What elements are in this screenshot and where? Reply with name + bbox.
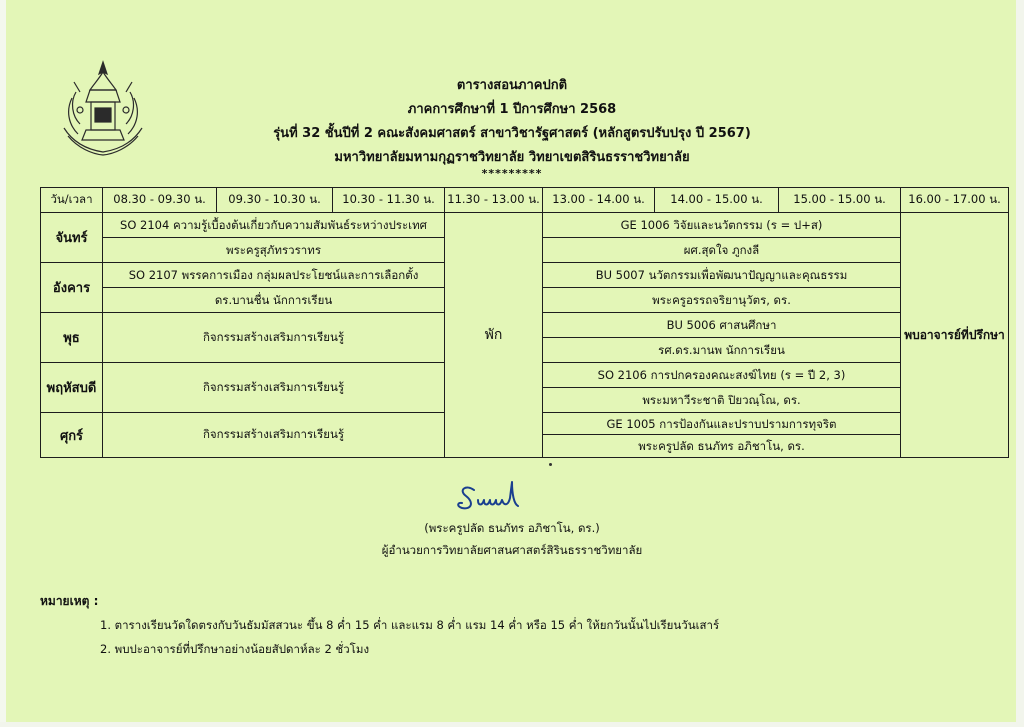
university-line: มหาวิทยาลัยมหามกุฏราชวิทยาลัย วิทยาเขตสิรินธรราชวิทยาลัย xyxy=(334,150,690,165)
signer-position: ผู้อำนวยการวิทยาลัยศาสนศาสตร์สิรินธรราชวิทยาลัย xyxy=(381,543,643,557)
time-header: 10.30 - 11.30 น. xyxy=(333,188,445,213)
schedule-title: ตารางสอนภาคปกติ xyxy=(456,78,568,93)
note-item: 1. ตารางเรียนวัดใดตรงกับวันธัมมัสสวนะ ขึ้น 8 ค่ำ 15 ค่ำ และแรม 8 ค่ำ แรม 14 ค่ำ หรือ 15 ค่ำ ให้ยกวันนั้นไปเรียนวันเสาร์ xyxy=(100,618,720,632)
instructor: พระครูปลัด ธนภัทร อภิชาโน, ดร. xyxy=(638,438,805,453)
afternoon-course xyxy=(543,263,901,313)
signature-mark xyxy=(452,476,552,518)
instructor: ดร.บานชื่น นักการเรียน xyxy=(214,293,333,307)
cohort-line: รุ่นที่ 32 ชั้นปีที่ 2 คณะสังคมศาสตร์ สาขาวิชารัฐศาสตร์ (หลักสูตรปรับปรุง ปี 2567) xyxy=(273,126,751,141)
course-title: SO 2107 พรรคการเมือง กลุ่มผลประโยชน์และการเลือกตั้ง xyxy=(103,263,444,288)
day-thursday: พฤหัสบดี xyxy=(41,363,103,413)
instructor: พระครูสุภัทรวราทร xyxy=(225,243,321,257)
notes-heading: หมายเหตุ : xyxy=(40,594,99,608)
semester-line: ภาคการศึกษาที่ 1 ปีการศึกษา 2568 xyxy=(407,102,617,117)
morning-activity: กิจกรรมสร้างเสริมการเรียนรู้ xyxy=(103,413,445,458)
lunch-break: พัก xyxy=(445,213,543,458)
course-title: GE 1005 การป้องกันและปราบปรามการทุจริต xyxy=(543,414,900,435)
header-row xyxy=(41,188,1009,213)
table-row xyxy=(41,213,1009,263)
day-wednesday: พุธ xyxy=(41,313,103,363)
time-header: 13.00 - 14.00 น. xyxy=(543,188,655,213)
time-header: 14.00 - 15.00 น. xyxy=(655,188,779,213)
course-title: SO 2104 ความรู้เบื้องต้นเกี่ยวกับความสัมพันธ์ระหว่างประเทศ xyxy=(103,213,444,238)
schedule-table xyxy=(40,187,1009,458)
ink-speck xyxy=(549,463,552,466)
course-title: BU 5007 นวัตกรรมเพื่อพัฒนาปัญญาและคุณธรรม xyxy=(543,263,900,288)
instructor: รศ.ดร.มานพ นักการเรียน xyxy=(658,343,785,357)
stars-divider: ********* xyxy=(481,167,543,180)
signer-name: (พระครูปลัด ธนภัทร อภิชาโน, ดร.) xyxy=(424,521,600,535)
instructor: พระมหาวีระชาติ ปิยวณฺโณ, ดร. xyxy=(642,393,801,407)
morning-activity: กิจกรรมสร้างเสริมการเรียนรู้ xyxy=(103,313,445,363)
day-tuesday: อังคาร xyxy=(41,263,103,313)
time-header: 08.30 - 09.30 น. xyxy=(103,188,217,213)
note-item: 2. พบปะอาจารย์ที่ปรึกษาอย่างน้อยสัปดาห์ละ 2 ชั่วโมง xyxy=(100,642,370,656)
time-header: 11.30 - 13.00 น. xyxy=(445,188,543,213)
advisor-meeting: พบอาจารย์ที่ปรึกษา xyxy=(901,213,1009,458)
morning-course xyxy=(103,263,445,313)
afternoon-course xyxy=(543,213,901,263)
morning-course xyxy=(103,213,445,263)
scan-edge-bottom xyxy=(0,722,1024,727)
course-title: BU 5006 ศาสนศึกษา xyxy=(543,313,900,338)
afternoon-course xyxy=(543,363,901,413)
day-friday: ศุกร์ xyxy=(41,413,103,458)
day-monday: จันทร์ xyxy=(41,213,103,263)
afternoon-course xyxy=(543,313,901,363)
course-title: SO 2106 การปกครองคณะสงฆ์ไทย (ร = ปี 2, 3) xyxy=(543,363,900,388)
instructor: พระครูอรรถจริยานุวัตร, ดร. xyxy=(652,293,791,307)
morning-activity: กิจกรรมสร้างเสริมการเรียนรู้ xyxy=(103,363,445,413)
corner-cell: วัน/เวลา xyxy=(41,188,103,213)
course-title: GE 1006 วิจัยและนวัตกรรม (ร = ป+ส) xyxy=(543,213,900,238)
time-header: 16.00 - 17.00 น. xyxy=(901,188,1009,213)
afternoon-course xyxy=(543,413,901,458)
time-header: 09.30 - 10.30 น. xyxy=(217,188,333,213)
time-header: 15.00 - 15.00 น. xyxy=(779,188,901,213)
instructor: ผศ.สุดใจ ภูกงลี xyxy=(683,243,760,257)
